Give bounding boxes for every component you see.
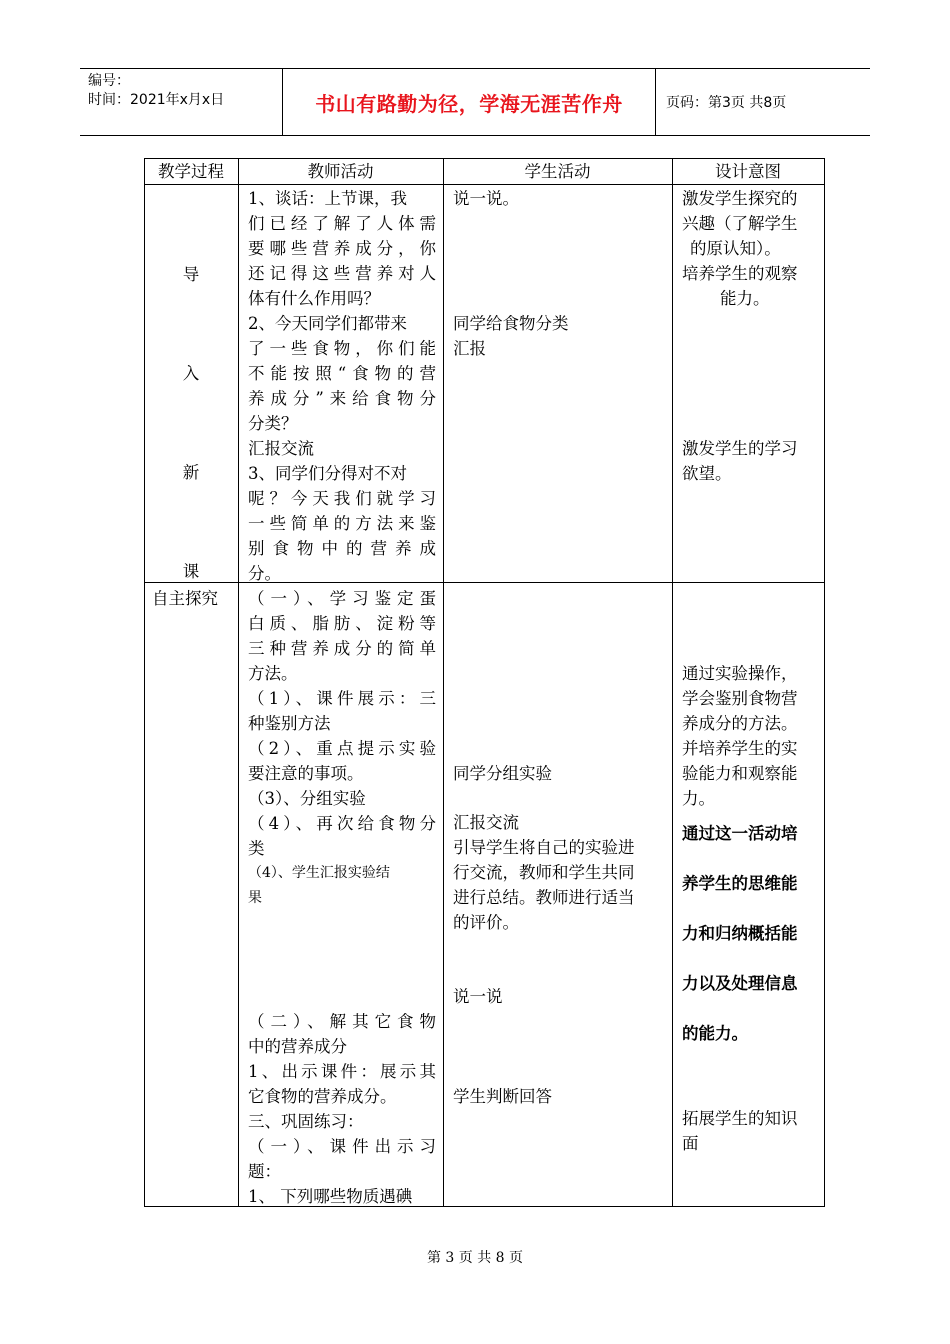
- student-activity-explore-b: 汇报交流 引导学生将自己的实验进 行交流，教师和学生共同 进行总结。教师进行适当 的评价。: [453, 813, 635, 932]
- header-teacher: 教师活动: [307, 162, 374, 181]
- stage-intro-char: 导: [182, 265, 200, 284]
- teacher-activity-explore-a: （一）、学习鉴定蛋 白质、脂肪、淀粉等 三种营养成分的简单 方法。 （1）、课件展示：三 种鉴别方法 （2）、重点提示实验 要注意的事项。 （3）、分组实验 （4）、再次给食物分 类: [248, 589, 436, 858]
- teacher-activity-explore-small: （4）、学生汇报实验结 果: [248, 865, 390, 906]
- header-motto-cell: [283, 69, 656, 135]
- page-footer: 第 3 页 共 8 页: [426, 1250, 524, 1266]
- design-intent-explore-bold: 通过这一活动培 养学生的思维能 力和归纳概括能 力以及处理信息 的能力。: [682, 824, 798, 1043]
- student-activity-explore-a: 同学分组实验: [453, 764, 552, 783]
- student-activity-explore-c: 说一说: [453, 987, 503, 1006]
- teacher-activity-explore-b: （二）、解其它食物 中的营养成分 1、出示课件：展示其 它食物的营养成分。 三、巩固练习： （一）、课件出示习 题： 1、 下列哪些物质遇碘: [248, 1012, 436, 1206]
- design-intent-intro-a: 激发学生探究的 兴趣（了解学生 的原认知）。 培养学生的观察 能力。: [682, 189, 798, 308]
- student-activity-intro-a: 说一说。: [453, 189, 519, 208]
- header-intent: 设计意图: [715, 162, 781, 181]
- stage-intro-char: 课: [182, 562, 200, 581]
- lesson-table: [144, 158, 825, 1207]
- stage-intro-char: 新: [182, 463, 200, 482]
- header-meta: [80, 69, 283, 135]
- design-intent-intro-b: 激发学生的学习 欲望。: [682, 439, 798, 483]
- design-intent-explore-c: 拓展学生的知识 面: [682, 1109, 798, 1153]
- teacher-activity-intro: 1、谈话：上节课，我 们已经了解了人体需 要哪些营养成分，你 还记得这些营养对人 体有什么作用吗？ 2、今天同学们都带来 了一些食物，你们能 不能按照“食物的营 养成分”来给食物分 分类？ 汇报交流 3、同学们分得对不对 呢？今天我们就学习 一些简单的方法来鉴 别食物中的营养成 分。: [248, 189, 436, 583]
- page-info: 页码：第3页 共8页: [666, 95, 787, 111]
- design-intent-explore-a: 通过实验操作， 学会鉴别食物营 养成分的方法。 并培养学生的实 验能力和观察能 力。: [682, 664, 798, 808]
- motto-text: 书山有路勤为径，学海无涯苦作舟: [315, 91, 623, 116]
- student-activity-intro-b: 同学给食物分类 汇报: [453, 314, 569, 358]
- date-label: 时间：2021年x月x日: [88, 92, 225, 108]
- page-header: [80, 68, 870, 136]
- number-label: 编号：: [88, 73, 130, 89]
- stage-intro-char: 入: [182, 364, 200, 383]
- header-stage: 教学过程: [158, 162, 224, 181]
- stage-explore: 自主探究: [152, 589, 218, 608]
- header-student: 学生活动: [524, 162, 591, 181]
- student-activity-explore-d: 学生判断回答: [453, 1087, 552, 1106]
